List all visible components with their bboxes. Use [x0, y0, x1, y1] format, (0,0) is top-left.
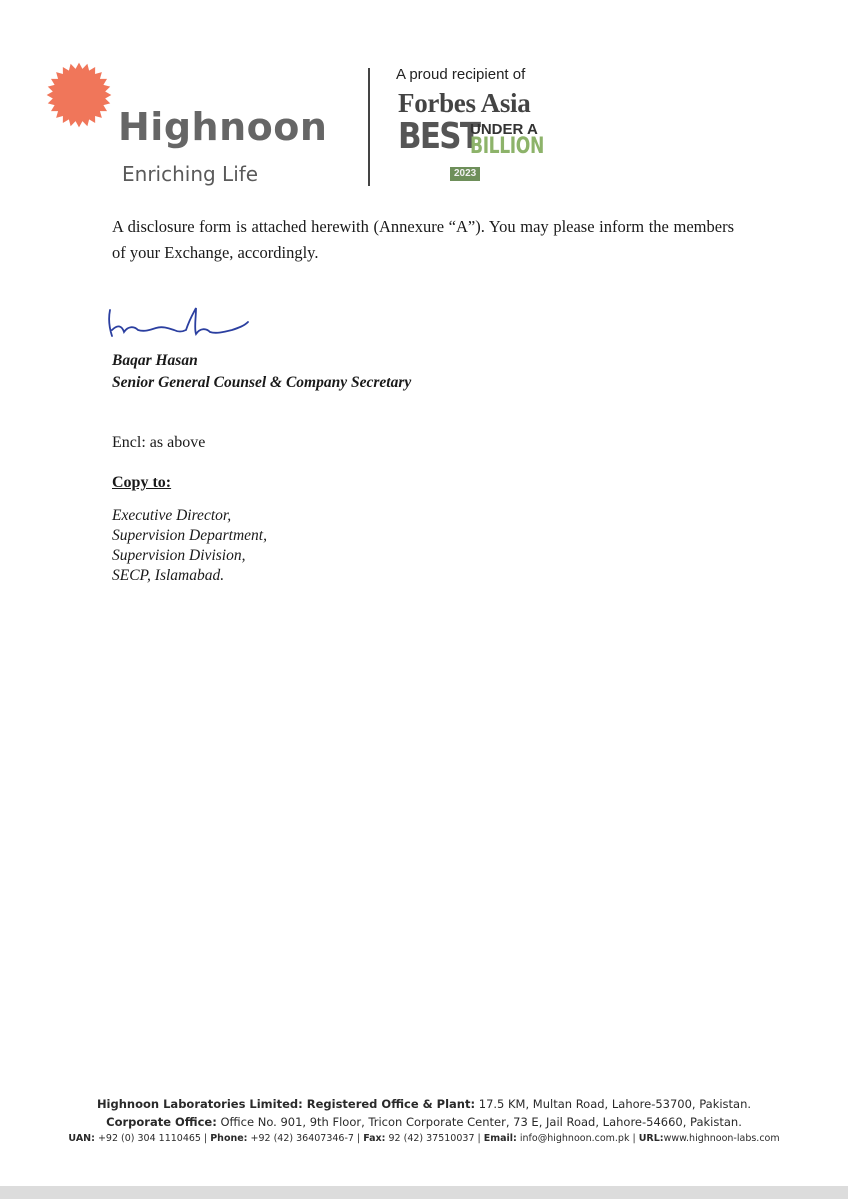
footer-corporate-label: Corporate Office:	[106, 1115, 217, 1129]
footer-fax-value: 92 (42) 37510037	[388, 1133, 475, 1144]
award-best: BEST	[398, 116, 480, 157]
footer-email-value: info@highnoon.com.pk	[519, 1133, 630, 1144]
copy-to-line: Supervision Department,	[112, 527, 267, 544]
footer-contacts: UAN: +92 (0) 304 1110465 | Phone: +92 (42) 36407346-7 | Fax: 92 (42) 37510037 | Email: info@highnoon.com.pk | URL:www.highnoon-labs.com	[68, 1133, 780, 1144]
copy-to-line: SECP, Islamabad.	[112, 567, 225, 584]
enclosure-note: Encl: as above	[112, 434, 206, 451]
copy-to-list	[112, 506, 267, 586]
scan-bottom-edge	[0, 1186, 848, 1199]
footer-url-value: www.highnoon-labs.com	[663, 1133, 780, 1144]
handwritten-signature	[104, 304, 254, 344]
footer-corporate-value: Office No. 901, 9th Floor, Tricon Corporate Center, 73 E, Jail Road, Lahore-54660, Pakistan.	[220, 1115, 742, 1129]
copy-to-line: Supervision Division,	[112, 547, 246, 564]
footer-phone-label: Phone:	[210, 1133, 248, 1144]
footer-uan-value: +92 (0) 304 1110465	[97, 1133, 201, 1144]
copy-to-heading: Copy to:	[112, 474, 172, 491]
footer-registered-label: Highnoon Laboratories Limited: Registered Office & Plant:	[96, 1097, 476, 1111]
footer-uan-label: UAN:	[68, 1133, 95, 1144]
footer-email-label: Email:	[483, 1133, 517, 1144]
signatory-title: Senior General Counsel & Company Secretary	[112, 374, 412, 391]
highnoon-sun-logo-icon	[46, 62, 112, 128]
footer-registered-value: 17.5 KM, Multan Road, Lahore-53700, Pakistan.	[478, 1097, 752, 1111]
award-under-a: UNDER A	[470, 121, 538, 138]
brand-name: Highnoon	[118, 105, 328, 149]
header-divider	[368, 68, 370, 186]
award-billion: BILLION	[470, 134, 544, 159]
footer-corporate-office	[0, 1115, 848, 1129]
disclosure-paragraph: A disclosure form is attached herewith (Annexure “A”). You may please inform the members of your Exchange, accordingly.	[112, 217, 734, 262]
award-intro-text: A proud recipient of	[396, 66, 526, 83]
award-forbes-asia: Forbes Asia	[398, 88, 531, 118]
footer-url-label: URL:	[638, 1133, 664, 1144]
brand-tagline: Enriching Life	[122, 162, 259, 186]
signatory-name: Baqar Hasan	[112, 352, 198, 369]
footer-fax-label: Fax:	[363, 1133, 386, 1144]
award-year-badge: 2023	[450, 167, 480, 181]
footer-phone-value: +92 (42) 36407346-7	[250, 1133, 354, 1144]
copy-to-line: Executive Director,	[112, 507, 232, 524]
footer-registered-office	[0, 1097, 848, 1111]
